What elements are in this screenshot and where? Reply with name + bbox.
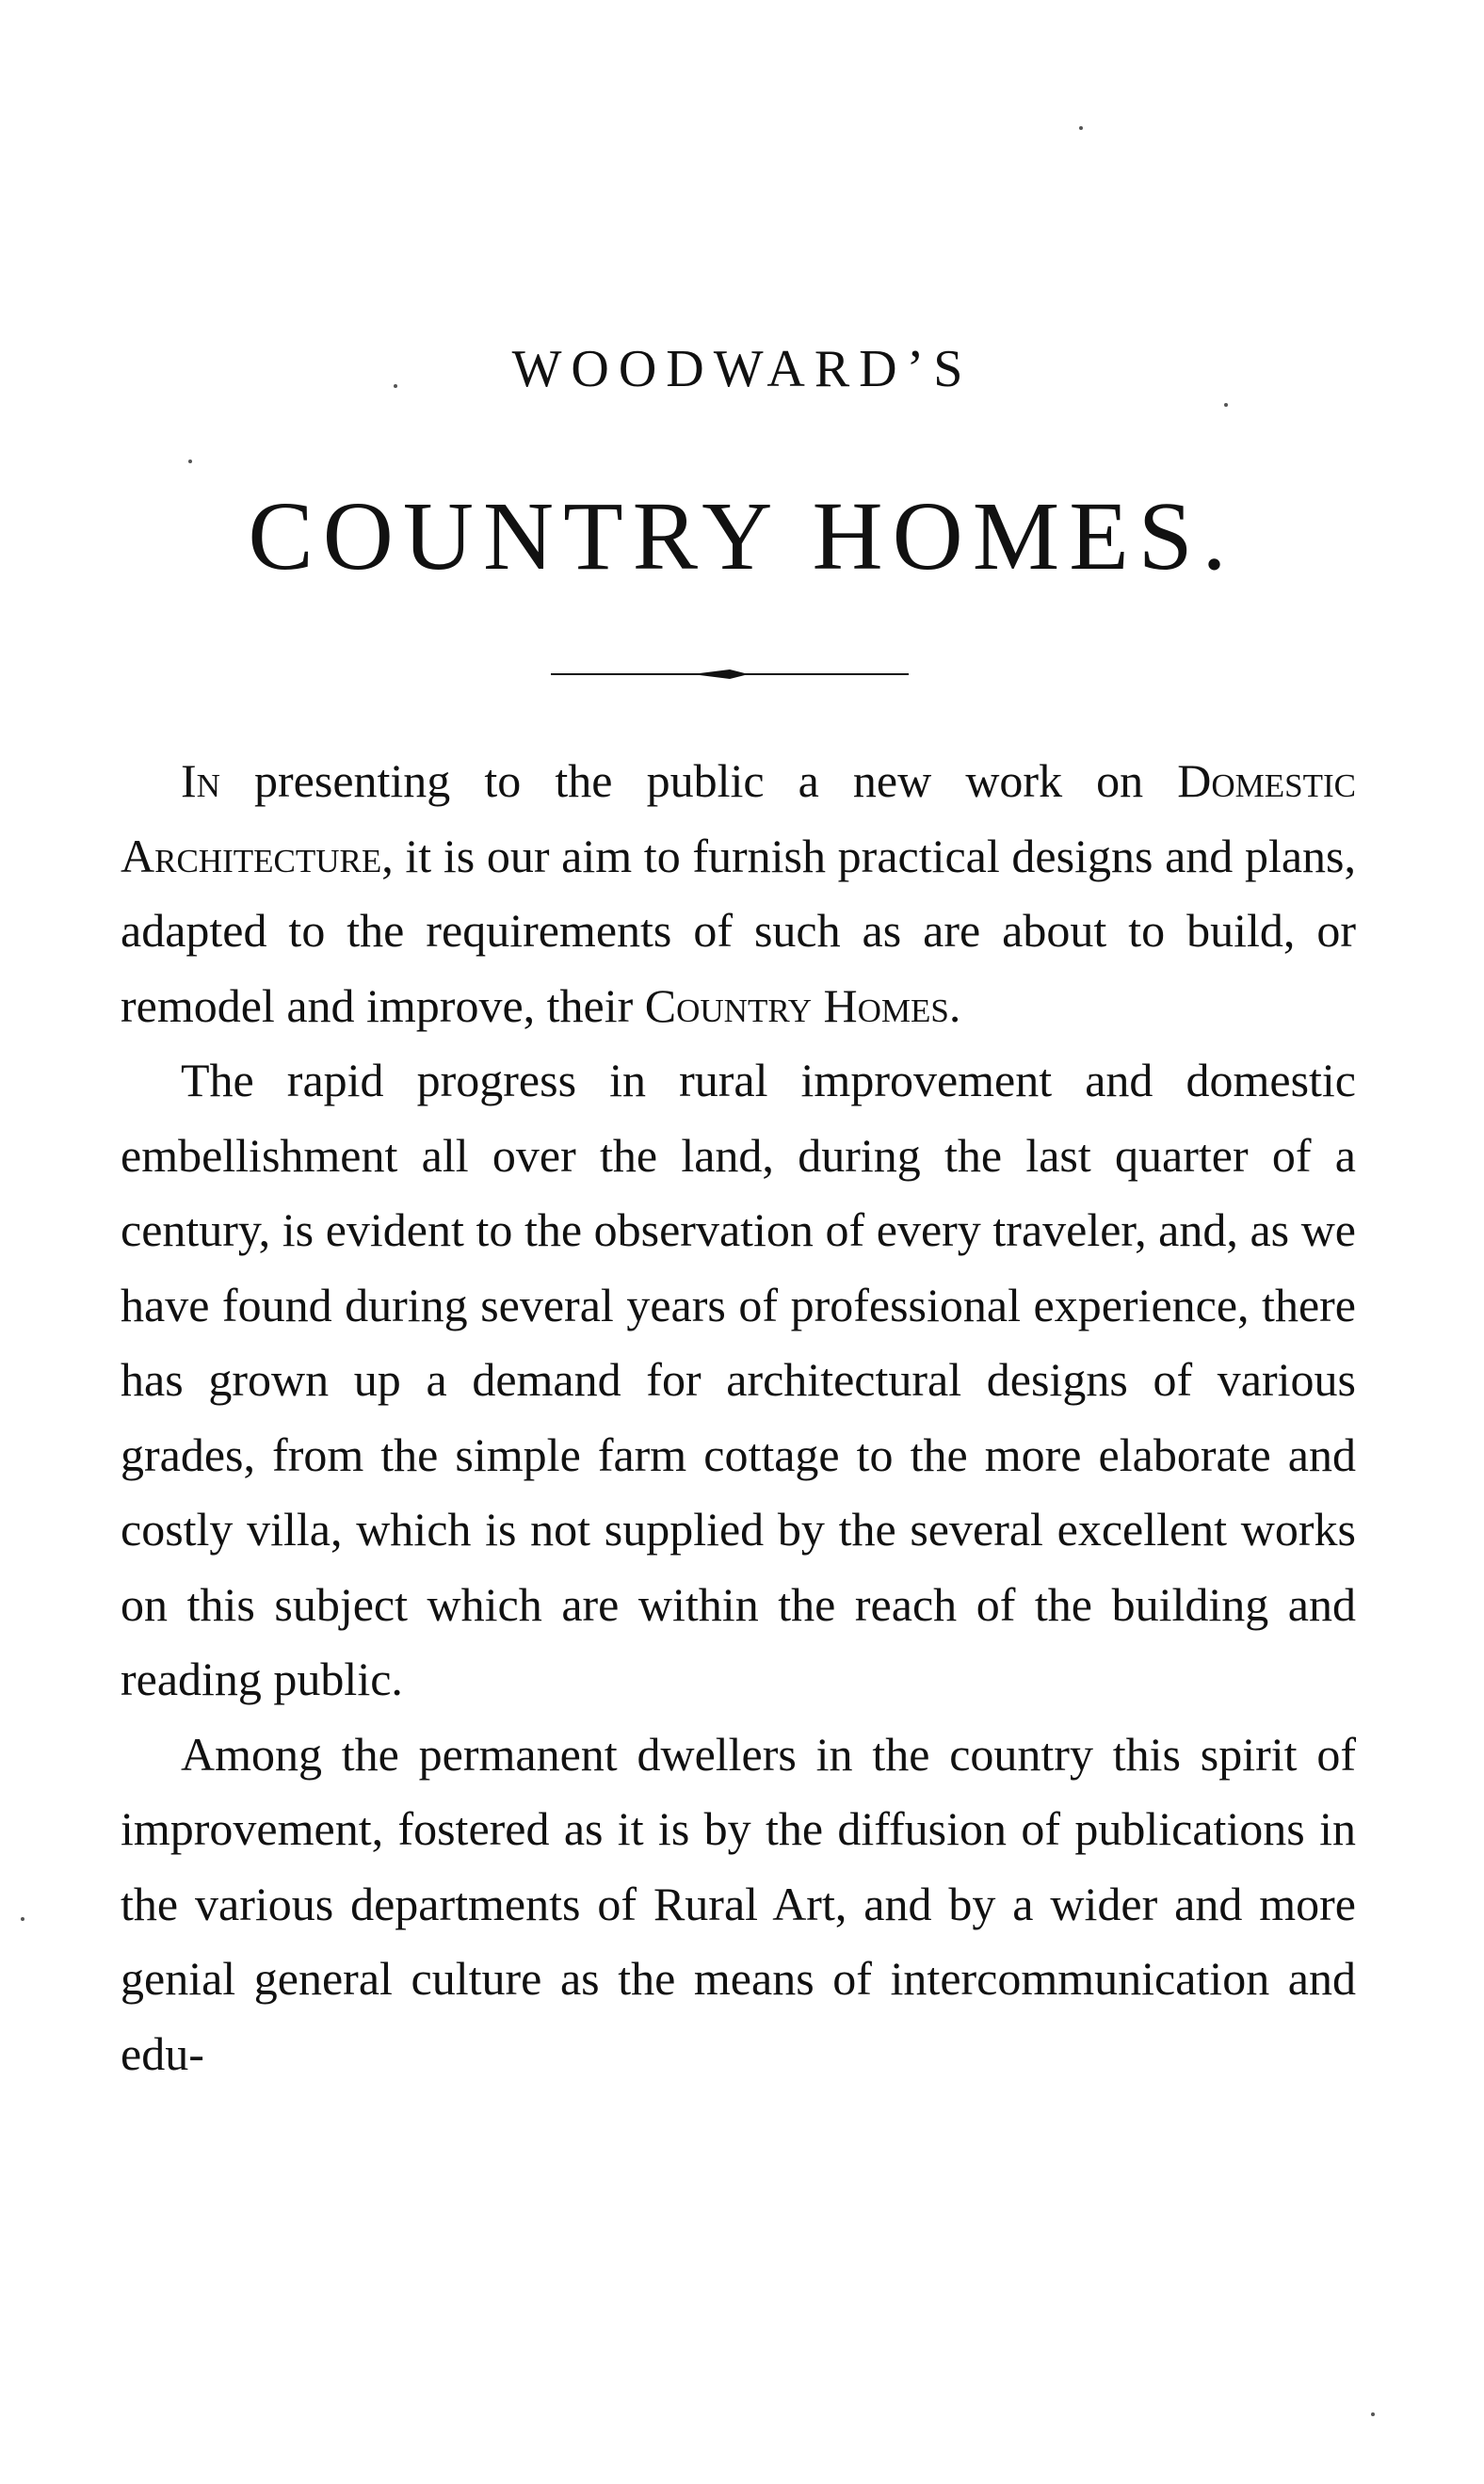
- paragraph-1-text-c: .: [948, 978, 961, 1032]
- running-head: WOODWARD’S: [511, 340, 973, 398]
- print-speck: [1371, 2412, 1375, 2416]
- body-text: [121, 744, 1356, 2091]
- print-speck: [1224, 403, 1228, 407]
- paragraph-3: Among the permanent dwellers in the country this spirit of improvement, fostered as it is by the diffusion of publications in the various departments of Rural Art, and by a wider and more genial general culture as the means of intercommunication and edu-: [121, 1727, 1356, 2080]
- print-speck: [188, 460, 192, 463]
- title-rule-ornament: [551, 665, 909, 684]
- paragraph-1-text-b: , it is our aim to furnish practical designs and plans, adapted to the requirements of such as are about to build, or remodel and improve, their: [121, 829, 1356, 1032]
- print-speck: [394, 384, 397, 388]
- paragraph-1-text-a: presenting to the public a new work on: [219, 754, 1178, 807]
- emphasis-domestic-architecture: Domestic Architecture: [121, 754, 1356, 882]
- emphasis-country-homes: Country Homes: [644, 978, 949, 1032]
- drop-lead-word: In: [181, 754, 220, 807]
- page-title: COUNTRY HOMES.: [248, 482, 1236, 590]
- paragraph-2: The rapid progress in rural improvement and domestic embellishment all over the land, during the last quarter of a century, is evident to the observation of every traveler, and, as we have found during several years of professional experience, there has grown up a demand for architectural designs of various grades, from the simple farm cottage to the more elaborate and costly villa, which is not supplied by the several excellent works on this subject which are within the reach of the building and reading public.: [121, 1054, 1356, 1705]
- paragraph-1: [121, 744, 1356, 1043]
- print-speck: [21, 1917, 24, 1921]
- print-speck: [1079, 126, 1083, 130]
